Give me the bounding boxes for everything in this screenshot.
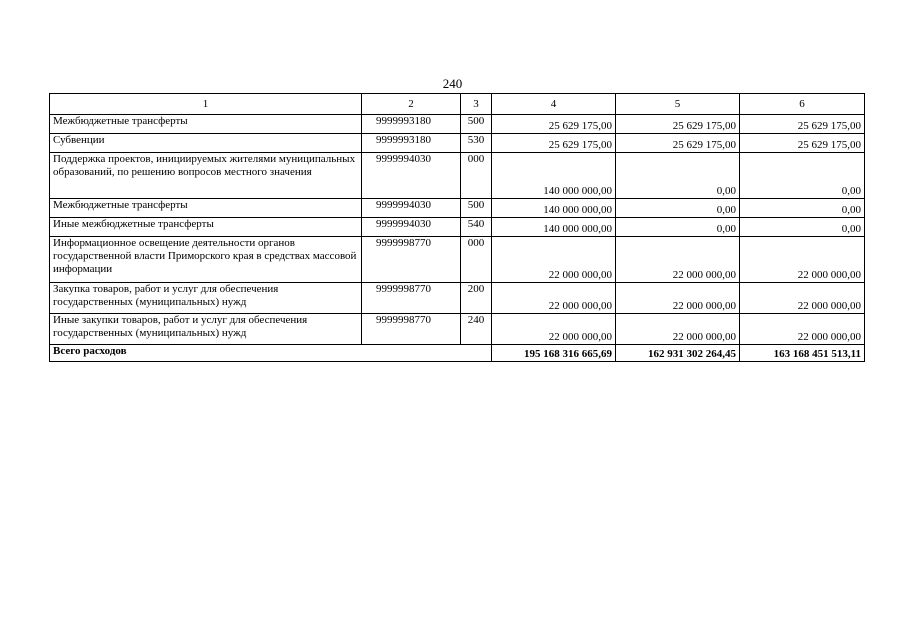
table-row (50, 283, 865, 314)
amount-year-3: 22 000 000,00 (740, 283, 865, 314)
item-name: Иные закупки товаров, работ и услуг для обеспечения государственных (муниципальных) нужд (50, 314, 362, 345)
expense-type-code: 000 (461, 237, 492, 283)
header-cell: 1 (50, 94, 362, 115)
item-name: Субвенции (50, 134, 362, 153)
target-code: 9999994030 (362, 199, 461, 218)
target-code: 9999998770 (362, 237, 461, 283)
amount-year-3: 0,00 (740, 199, 865, 218)
amount-year-2: 0,00 (616, 153, 740, 199)
total-year-1: 195 168 316 665,69 (492, 345, 616, 362)
amount-year-2: 0,00 (616, 218, 740, 237)
header-cell: 4 (492, 94, 616, 115)
target-code: 9999993180 (362, 134, 461, 153)
amount-year-1: 140 000 000,00 (492, 218, 616, 237)
expense-type-code: 500 (461, 115, 492, 134)
total-label: Всего расходов (50, 345, 492, 362)
item-name: Информационное освещение деятельности органов государственной власти Приморского края в средствах массовой информации (50, 237, 362, 283)
amount-year-3: 0,00 (740, 153, 865, 199)
header-cell: 2 (362, 94, 461, 115)
amount-year-1: 22 000 000,00 (492, 237, 616, 283)
header-cell: 5 (616, 94, 740, 115)
header-cell: 6 (740, 94, 865, 115)
amount-year-1: 22 000 000,00 (492, 283, 616, 314)
expense-type-code: 200 (461, 283, 492, 314)
total-year-3: 163 168 451 513,11 (740, 345, 865, 362)
amount-year-1: 25 629 175,00 (492, 134, 616, 153)
table-row (50, 199, 865, 218)
amount-year-1: 25 629 175,00 (492, 115, 616, 134)
amount-year-1: 140 000 000,00 (492, 153, 616, 199)
target-code: 9999998770 (362, 314, 461, 345)
expense-type-code: 530 (461, 134, 492, 153)
target-code: 9999994030 (362, 218, 461, 237)
header-row (50, 94, 865, 115)
item-name: Межбюджетные трансферты (50, 115, 362, 134)
amount-year-3: 22 000 000,00 (740, 314, 865, 345)
expense-type-code: 000 (461, 153, 492, 199)
header-cell: 3 (461, 94, 492, 115)
total-row (50, 345, 865, 362)
amount-year-2: 22 000 000,00 (616, 314, 740, 345)
target-code: 9999993180 (362, 115, 461, 134)
expense-type-code: 540 (461, 218, 492, 237)
amount-year-2: 0,00 (616, 199, 740, 218)
target-code: 9999994030 (362, 153, 461, 199)
target-code: 9999998770 (362, 283, 461, 314)
budget-table (49, 93, 865, 362)
item-name: Иные межбюджетные трансферты (50, 218, 362, 237)
amount-year-3: 25 629 175,00 (740, 134, 865, 153)
table-row (50, 218, 865, 237)
amount-year-3: 22 000 000,00 (740, 237, 865, 283)
table-row (50, 237, 865, 283)
item-name: Закупка товаров, работ и услуг для обеспечения государственных (муниципальных) нужд (50, 283, 362, 314)
expense-type-code: 240 (461, 314, 492, 345)
expense-type-code: 500 (461, 199, 492, 218)
amount-year-3: 25 629 175,00 (740, 115, 865, 134)
amount-year-2: 22 000 000,00 (616, 283, 740, 314)
table-row (50, 134, 865, 153)
total-year-2: 162 931 302 264,45 (616, 345, 740, 362)
amount-year-1: 140 000 000,00 (492, 199, 616, 218)
amount-year-2: 25 629 175,00 (616, 115, 740, 134)
amount-year-2: 22 000 000,00 (616, 237, 740, 283)
amount-year-3: 0,00 (740, 218, 865, 237)
table-row (50, 153, 865, 199)
page-number: 240 (442, 76, 463, 91)
item-name: Межбюджетные трансферты (50, 199, 362, 218)
item-name: Поддержка проектов, инициируемых жителями муниципальных образований, по решению вопросов местного значения (50, 153, 362, 199)
amount-year-2: 25 629 175,00 (616, 134, 740, 153)
table-row (50, 314, 865, 345)
table-row (50, 115, 865, 134)
amount-year-1: 22 000 000,00 (492, 314, 616, 345)
